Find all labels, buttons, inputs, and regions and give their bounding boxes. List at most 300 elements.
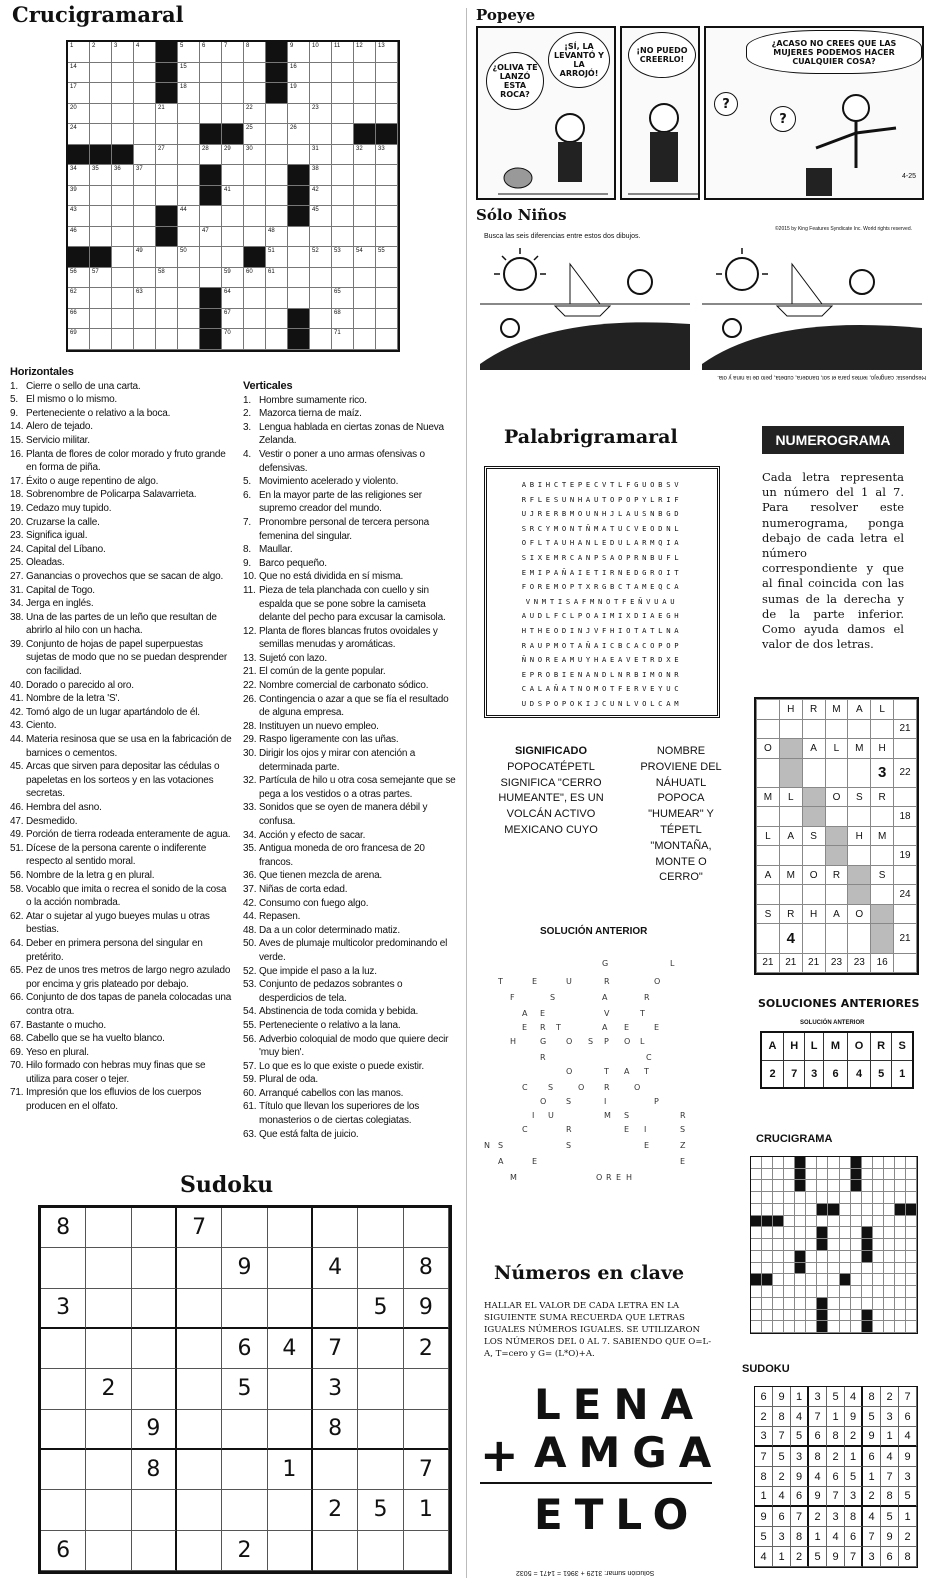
numerograma-cell[interactable] — [825, 719, 848, 739]
numerograma-cell[interactable] — [871, 807, 894, 827]
sudoku-cell[interactable] — [313, 1208, 358, 1248]
sudoku-cell[interactable] — [358, 1531, 403, 1571]
numerograma-cell[interactable] — [757, 719, 780, 739]
crossword-cell[interactable] — [134, 63, 156, 84]
sudoku-cell[interactable] — [313, 1450, 358, 1490]
sudoku-cell[interactable] — [86, 1450, 131, 1490]
crossword-cell[interactable] — [156, 247, 178, 268]
numerograma-cell[interactable] — [825, 758, 848, 787]
crossword-cell[interactable] — [354, 83, 376, 104]
crossword-cell[interactable] — [288, 104, 310, 125]
numerograma-cell[interactable] — [779, 846, 802, 866]
crossword-cell[interactable]: 19 — [288, 83, 310, 104]
crossword-cell[interactable]: 23 — [310, 104, 332, 125]
sudoku-cell[interactable] — [86, 1248, 131, 1288]
numerograma-cell[interactable] — [779, 807, 802, 827]
crossword-cell[interactable]: 27 — [156, 145, 178, 166]
crossword-cell[interactable] — [90, 206, 112, 227]
sudoku-cell[interactable] — [404, 1369, 449, 1409]
crossword-cell[interactable]: 50 — [178, 247, 200, 268]
crossword-cell[interactable] — [310, 309, 332, 330]
crossword-cell[interactable]: 1 — [68, 42, 90, 63]
sudoku-cell[interactable] — [404, 1410, 449, 1450]
crossword-cell[interactable] — [266, 104, 288, 125]
word-search-row[interactable]: ÑNOREAMUYHAEAVETRDXE — [521, 655, 683, 665]
crossword-cell[interactable] — [310, 288, 332, 309]
crossword-cell[interactable]: 51 — [266, 247, 288, 268]
sudoku-cell[interactable] — [404, 1531, 449, 1571]
sudoku-cell[interactable] — [268, 1490, 313, 1530]
sudoku-cell[interactable] — [313, 1289, 358, 1329]
sudoku-cell[interactable] — [86, 1208, 131, 1248]
crossword-cell[interactable] — [244, 165, 266, 186]
crossword-cell[interactable]: 9 — [288, 42, 310, 63]
sudoku-cell[interactable] — [268, 1531, 313, 1571]
crossword-cell[interactable] — [112, 329, 134, 350]
crossword-cell[interactable]: 13 — [376, 42, 398, 63]
numerograma-cell[interactable] — [757, 807, 780, 827]
crossword-cell[interactable] — [376, 63, 398, 84]
crossword-cell[interactable]: 21 — [156, 104, 178, 125]
crossword-cell[interactable] — [376, 329, 398, 350]
crossword-cell[interactable] — [90, 104, 112, 125]
crossword-cell[interactable]: 8 — [244, 42, 266, 63]
crossword-cell[interactable] — [112, 309, 134, 330]
crossword-cell[interactable]: 12 — [354, 42, 376, 63]
numerograma-cell[interactable] — [802, 885, 825, 905]
crossword-cell[interactable]: 16 — [288, 63, 310, 84]
word-search-row[interactable]: UJRERBMOUNHJLAUSNBGD — [521, 509, 683, 519]
crossword-cell[interactable] — [354, 186, 376, 207]
sudoku-cell[interactable] — [222, 1289, 267, 1329]
word-search-row[interactable]: SRCYMONTÑMATUCVEODNL — [521, 523, 683, 533]
crossword-cell[interactable] — [376, 83, 398, 104]
crossword-cell[interactable] — [90, 288, 112, 309]
crossword-cell[interactable]: 7 — [222, 42, 244, 63]
crossword-cell[interactable] — [376, 227, 398, 248]
sudoku-cell[interactable] — [132, 1289, 177, 1329]
crossword-cell[interactable]: 44 — [178, 206, 200, 227]
sudoku-cell[interactable] — [86, 1531, 131, 1571]
numerograma-cell[interactable] — [802, 719, 825, 739]
crossword-cell[interactable] — [244, 309, 266, 330]
crossword-cell[interactable] — [134, 268, 156, 289]
crossword-cell[interactable] — [156, 309, 178, 330]
word-search-row[interactable]: EPROBIENANDLNRBIMONR — [521, 669, 683, 679]
word-search-row[interactable]: ABIHCTEPECVTLFGUOBSV — [521, 480, 683, 489]
sudoku-cell[interactable] — [41, 1369, 86, 1409]
sudoku-cell[interactable] — [132, 1248, 177, 1288]
word-search-row[interactable]: CALAÑATNOMOTFERVEYUC — [521, 684, 683, 694]
crossword-cell[interactable] — [112, 268, 134, 289]
numerograma-cell[interactable] — [871, 885, 894, 905]
crossword-cell[interactable]: 3 — [112, 42, 134, 63]
crossword-cell[interactable]: 22 — [244, 104, 266, 125]
crossword-cell[interactable]: 58 — [156, 268, 178, 289]
numerograma-cell[interactable] — [871, 846, 894, 866]
crossword-cell[interactable] — [244, 227, 266, 248]
crossword-cell[interactable] — [200, 206, 222, 227]
sudoku-cell[interactable] — [177, 1531, 222, 1571]
crossword-cell[interactable]: 11 — [332, 42, 354, 63]
numerograma-cell[interactable] — [848, 807, 871, 827]
crossword-cell[interactable] — [134, 309, 156, 330]
crossword-cell[interactable] — [178, 227, 200, 248]
crossword-cell[interactable] — [200, 83, 222, 104]
crossword-cell[interactable]: 52 — [310, 247, 332, 268]
crossword-cell[interactable] — [222, 227, 244, 248]
crossword-cell[interactable]: 61 — [266, 268, 288, 289]
crossword-cell[interactable] — [178, 309, 200, 330]
sudoku-cell[interactable] — [358, 1410, 403, 1450]
crossword-cell[interactable]: 26 — [288, 124, 310, 145]
crossword-cell[interactable] — [90, 186, 112, 207]
crossword-cell[interactable] — [90, 329, 112, 350]
sudoku-cell[interactable] — [222, 1450, 267, 1490]
sudoku-cell[interactable] — [358, 1208, 403, 1248]
crossword-cell[interactable] — [354, 227, 376, 248]
crossword-cell[interactable] — [134, 83, 156, 104]
crossword-cell[interactable]: 48 — [266, 227, 288, 248]
crossword-cell[interactable] — [266, 124, 288, 145]
crossword-cell[interactable]: 33 — [376, 145, 398, 166]
crossword-cell[interactable] — [244, 329, 266, 350]
crossword-cell[interactable]: 57 — [90, 268, 112, 289]
sudoku-cell[interactable] — [222, 1490, 267, 1530]
crossword-cell[interactable]: 36 — [112, 165, 134, 186]
crossword-cell[interactable] — [310, 227, 332, 248]
numerograma-cell[interactable] — [779, 719, 802, 739]
crossword-cell[interactable]: 4 — [134, 42, 156, 63]
crossword-cell[interactable]: 46 — [68, 227, 90, 248]
crossword-cell[interactable]: 62 — [68, 288, 90, 309]
sudoku-cell[interactable] — [358, 1450, 403, 1490]
sudoku-cell[interactable] — [404, 1208, 449, 1248]
crossword-cell[interactable] — [134, 186, 156, 207]
crossword-cell[interactable] — [354, 206, 376, 227]
crossword-cell[interactable] — [310, 268, 332, 289]
crossword-cell[interactable]: 5 — [178, 42, 200, 63]
crossword-cell[interactable] — [288, 145, 310, 166]
crossword-cell[interactable]: 6 — [200, 42, 222, 63]
word-search-row[interactable]: RFLESUNHAUTOPOPYLRIF — [521, 494, 683, 504]
numerograma-cell[interactable] — [848, 719, 871, 739]
crossword-cell[interactable] — [200, 104, 222, 125]
crossword-cell[interactable]: 30 — [244, 145, 266, 166]
crossword-cell[interactable] — [178, 104, 200, 125]
crossword-cell[interactable] — [266, 186, 288, 207]
crossword-cell[interactable] — [178, 268, 200, 289]
word-search-grid[interactable] — [484, 466, 720, 718]
crossword-cell[interactable] — [310, 329, 332, 350]
crossword-cell[interactable] — [244, 83, 266, 104]
crossword-cell[interactable] — [376, 165, 398, 186]
sudoku-cell[interactable] — [132, 1531, 177, 1571]
crossword-cell[interactable] — [134, 206, 156, 227]
crossword-cell[interactable]: 65 — [332, 288, 354, 309]
sudoku-cell[interactable] — [86, 1289, 131, 1329]
crossword-cell[interactable] — [134, 124, 156, 145]
crossword-cell[interactable] — [332, 124, 354, 145]
numerograma-cell[interactable] — [825, 924, 848, 953]
numerograma-cell[interactable] — [757, 924, 780, 953]
word-search-row[interactable]: RAUPMOTAÑAICBCACOPOP — [521, 640, 683, 650]
crossword-cell[interactable] — [200, 268, 222, 289]
crossword-cell[interactable] — [376, 104, 398, 125]
sudoku-cell[interactable] — [86, 1490, 131, 1530]
crossword-cell[interactable] — [288, 227, 310, 248]
crossword-cell[interactable] — [156, 329, 178, 350]
crossword-cell[interactable]: 66 — [68, 309, 90, 330]
sudoku-cell[interactable] — [268, 1410, 313, 1450]
crossword-cell[interactable]: 24 — [68, 124, 90, 145]
crossword-cell[interactable] — [266, 145, 288, 166]
word-search-row[interactable]: VNMTISAFMNOTFEÑVUAU — [525, 596, 679, 606]
crossword-cell[interactable]: 43 — [68, 206, 90, 227]
sudoku-cell[interactable] — [132, 1490, 177, 1530]
crossword-cell[interactable]: 29 — [222, 145, 244, 166]
crossword-grid[interactable] — [66, 40, 400, 352]
sudoku-cell[interactable] — [177, 1329, 222, 1369]
crossword-cell[interactable] — [134, 329, 156, 350]
crossword-cell[interactable]: 56 — [68, 268, 90, 289]
numerograma-cell[interactable] — [757, 885, 780, 905]
crossword-cell[interactable] — [222, 165, 244, 186]
crossword-cell[interactable] — [112, 227, 134, 248]
crossword-cell[interactable] — [90, 227, 112, 248]
crossword-cell[interactable] — [266, 288, 288, 309]
crossword-cell[interactable] — [200, 63, 222, 84]
sudoku-cell[interactable] — [177, 1369, 222, 1409]
numerograma-cell[interactable] — [825, 885, 848, 905]
crossword-cell[interactable] — [222, 206, 244, 227]
sudoku-cell[interactable] — [222, 1208, 267, 1248]
crossword-cell[interactable] — [112, 124, 134, 145]
sudoku-cell[interactable] — [41, 1248, 86, 1288]
crossword-cell[interactable]: 20 — [68, 104, 90, 125]
crossword-cell[interactable] — [376, 268, 398, 289]
sudoku-cell[interactable] — [86, 1410, 131, 1450]
crossword-cell[interactable] — [376, 309, 398, 330]
crossword-cell[interactable] — [354, 288, 376, 309]
crossword-cell[interactable]: 49 — [134, 247, 156, 268]
crossword-cell[interactable] — [354, 63, 376, 84]
crossword-cell[interactable] — [266, 329, 288, 350]
crossword-cell[interactable]: 45 — [310, 206, 332, 227]
crossword-cell[interactable] — [332, 268, 354, 289]
numerograma-cell[interactable] — [848, 846, 871, 866]
sudoku-cell[interactable] — [41, 1410, 86, 1450]
crossword-cell[interactable] — [376, 206, 398, 227]
crossword-cell[interactable] — [178, 329, 200, 350]
crossword-cell[interactable] — [332, 63, 354, 84]
numerograma-cell[interactable] — [848, 758, 871, 787]
crossword-cell[interactable] — [90, 63, 112, 84]
sudoku-cell[interactable] — [358, 1369, 403, 1409]
sudoku-grid[interactable] — [38, 1205, 452, 1574]
crossword-cell[interactable]: 60 — [244, 268, 266, 289]
crossword-cell[interactable]: 10 — [310, 42, 332, 63]
crossword-cell[interactable]: 67 — [222, 309, 244, 330]
crossword-cell[interactable]: 47 — [200, 227, 222, 248]
numerograma-grid[interactable] — [754, 697, 919, 975]
crossword-cell[interactable] — [112, 63, 134, 84]
crossword-cell[interactable] — [244, 206, 266, 227]
crossword-cell[interactable] — [376, 288, 398, 309]
crossword-cell[interactable] — [376, 186, 398, 207]
crossword-cell[interactable] — [266, 165, 288, 186]
crossword-cell[interactable] — [244, 288, 266, 309]
crossword-cell[interactable] — [156, 186, 178, 207]
crossword-cell[interactable] — [288, 268, 310, 289]
numerograma-cell[interactable] — [802, 924, 825, 953]
crossword-cell[interactable] — [90, 309, 112, 330]
crossword-cell[interactable]: 53 — [332, 247, 354, 268]
crossword-cell[interactable]: 14 — [68, 63, 90, 84]
sudoku-cell[interactable] — [177, 1289, 222, 1329]
word-search-row[interactable]: UDSPOPOKIJCUNLVOLCAM — [521, 698, 683, 708]
crossword-cell[interactable] — [112, 83, 134, 104]
sudoku-cell[interactable] — [358, 1329, 403, 1369]
crossword-cell[interactable]: 54 — [354, 247, 376, 268]
crossword-cell[interactable] — [222, 63, 244, 84]
sudoku-cell[interactable] — [268, 1208, 313, 1248]
sudoku-cell[interactable] — [222, 1410, 267, 1450]
crossword-cell[interactable] — [112, 186, 134, 207]
sudoku-cell[interactable] — [358, 1248, 403, 1288]
sudoku-cell[interactable] — [177, 1450, 222, 1490]
crossword-cell[interactable] — [112, 104, 134, 125]
crossword-cell[interactable]: 42 — [310, 186, 332, 207]
crossword-cell[interactable] — [354, 104, 376, 125]
crossword-cell[interactable] — [332, 206, 354, 227]
crossword-cell[interactable] — [222, 247, 244, 268]
crossword-cell[interactable] — [288, 288, 310, 309]
crossword-cell[interactable]: 37 — [134, 165, 156, 186]
crossword-cell[interactable] — [354, 329, 376, 350]
word-search-row[interactable]: FOREMOPTXRGBCTAMEQCA — [521, 582, 683, 592]
crossword-cell[interactable] — [222, 104, 244, 125]
crossword-cell[interactable] — [266, 206, 288, 227]
crossword-cell[interactable] — [156, 288, 178, 309]
numerograma-cell[interactable] — [757, 758, 780, 787]
crossword-cell[interactable] — [310, 83, 332, 104]
sudoku-cell[interactable] — [313, 1531, 358, 1571]
crossword-cell[interactable] — [178, 288, 200, 309]
numerograma-cell[interactable] — [802, 846, 825, 866]
numerograma-cell[interactable] — [871, 719, 894, 739]
crossword-cell[interactable] — [178, 145, 200, 166]
crossword-cell[interactable] — [112, 206, 134, 227]
numerograma-cell[interactable] — [779, 885, 802, 905]
crossword-cell[interactable]: 70 — [222, 329, 244, 350]
crossword-cell[interactable] — [332, 83, 354, 104]
numerograma-cell[interactable] — [757, 846, 780, 866]
crossword-cell[interactable] — [266, 309, 288, 330]
crossword-cell[interactable]: 55 — [376, 247, 398, 268]
sudoku-cell[interactable] — [177, 1248, 222, 1288]
crossword-cell[interactable]: 63 — [134, 288, 156, 309]
sudoku-cell[interactable] — [86, 1329, 131, 1369]
crossword-cell[interactable] — [288, 247, 310, 268]
sudoku-cell[interactable] — [41, 1490, 86, 1530]
word-search-row[interactable]: AUDLFCLPOAIMIXDIAEGH — [521, 611, 683, 621]
crossword-cell[interactable] — [354, 268, 376, 289]
crossword-cell[interactable] — [178, 165, 200, 186]
crossword-cell[interactable] — [332, 186, 354, 207]
crossword-cell[interactable] — [310, 63, 332, 84]
crossword-cell[interactable] — [178, 124, 200, 145]
sudoku-cell[interactable] — [132, 1329, 177, 1369]
crossword-cell[interactable]: 17 — [68, 83, 90, 104]
crossword-cell[interactable]: 25 — [244, 124, 266, 145]
crossword-cell[interactable]: 38 — [310, 165, 332, 186]
crossword-cell[interactable]: 64 — [222, 288, 244, 309]
numerograma-cell[interactable] — [848, 924, 871, 953]
crossword-cell[interactable] — [354, 165, 376, 186]
crossword-cell[interactable] — [156, 165, 178, 186]
crossword-cell[interactable] — [90, 83, 112, 104]
crossword-cell[interactable] — [112, 247, 134, 268]
crossword-cell[interactable] — [222, 83, 244, 104]
crossword-cell[interactable] — [332, 145, 354, 166]
crossword-cell[interactable] — [134, 104, 156, 125]
crossword-cell[interactable]: 34 — [68, 165, 90, 186]
crossword-cell[interactable] — [134, 145, 156, 166]
crossword-cell[interactable]: 59 — [222, 268, 244, 289]
crossword-cell[interactable]: 39 — [68, 186, 90, 207]
sudoku-cell[interactable] — [132, 1369, 177, 1409]
crossword-cell[interactable]: 69 — [68, 329, 90, 350]
crossword-cell[interactable] — [244, 186, 266, 207]
crossword-cell[interactable]: 32 — [354, 145, 376, 166]
crossword-cell[interactable] — [156, 124, 178, 145]
crossword-cell[interactable]: 18 — [178, 83, 200, 104]
crossword-cell[interactable] — [112, 288, 134, 309]
crossword-cell[interactable] — [310, 124, 332, 145]
word-search-row[interactable]: HTHEODINJVFHIOTATLNA — [521, 625, 683, 635]
crossword-cell[interactable]: 31 — [310, 145, 332, 166]
numerograma-cell[interactable] — [802, 758, 825, 787]
word-search-row[interactable]: OFLTAUHANLEDULARMQIA — [521, 538, 683, 548]
crossword-cell[interactable] — [332, 104, 354, 125]
sudoku-cell[interactable] — [268, 1369, 313, 1409]
crossword-cell[interactable] — [332, 227, 354, 248]
word-search-row[interactable]: SIXEMRCANPSAOPRNBUFL — [521, 552, 683, 562]
sudoku-cell[interactable] — [177, 1490, 222, 1530]
crossword-cell[interactable]: 28 — [200, 145, 222, 166]
crossword-cell[interactable]: 68 — [332, 309, 354, 330]
crossword-cell[interactable] — [200, 247, 222, 268]
crossword-cell[interactable]: 15 — [178, 63, 200, 84]
crossword-cell[interactable] — [178, 186, 200, 207]
sudoku-cell[interactable] — [268, 1289, 313, 1329]
sudoku-cell[interactable] — [132, 1208, 177, 1248]
crossword-cell[interactable] — [244, 63, 266, 84]
crossword-cell[interactable] — [134, 227, 156, 248]
numerograma-cell[interactable] — [825, 807, 848, 827]
crossword-cell[interactable] — [90, 124, 112, 145]
crossword-cell[interactable]: 41 — [222, 186, 244, 207]
word-search-row[interactable]: EMIPAÑAIETIRNEDGROIT — [521, 567, 683, 577]
crossword-cell[interactable] — [332, 165, 354, 186]
sudoku-cell[interactable] — [41, 1329, 86, 1369]
sudoku-cell[interactable] — [177, 1410, 222, 1450]
crossword-cell[interactable]: 71 — [332, 329, 354, 350]
sudoku-cell[interactable] — [268, 1248, 313, 1288]
crossword-cell[interactable]: 35 — [90, 165, 112, 186]
crossword-cell[interactable]: 2 — [90, 42, 112, 63]
